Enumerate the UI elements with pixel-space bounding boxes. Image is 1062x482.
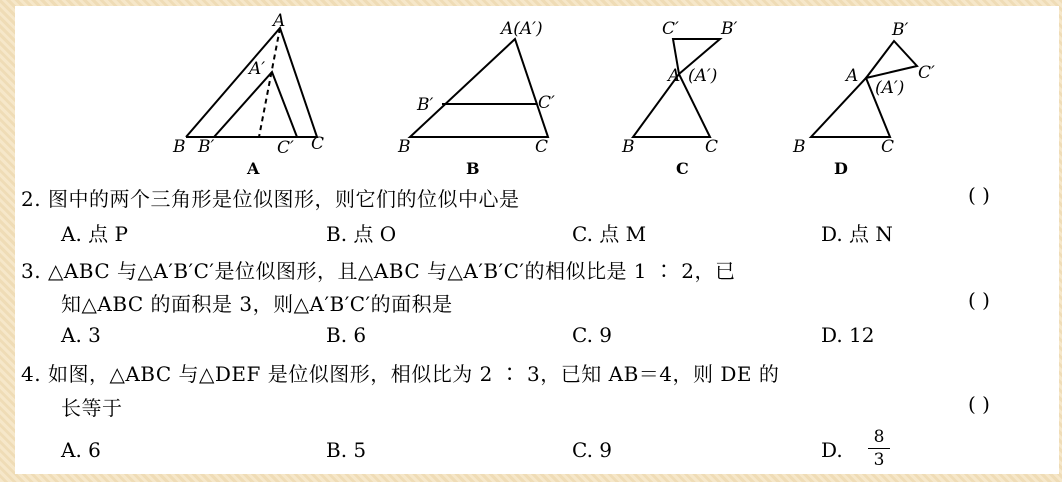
figure-c-label-a1: (A′) [688, 66, 718, 86]
figure-b-triangles [410, 39, 548, 137]
figure-c-triangles [633, 39, 720, 137]
question-4-option-c: C. 9 [572, 438, 613, 462]
question-3-text-line-2: 知△ABC 的面积是 3，则△A′B′C′的面积是 [61, 292, 453, 316]
figure-b-label-b1: B′ [417, 95, 434, 115]
figure-d-label-b: B [793, 137, 806, 157]
figure-d-label-a1: (A′) [875, 78, 905, 98]
figure-row [15, 6, 1059, 186]
fraction-denominator: 3 [873, 450, 885, 470]
question-2-answer-paren: ( ) [968, 183, 990, 207]
question-4-option-b: B. 5 [326, 438, 367, 462]
figure-d-label-c: C [881, 137, 895, 157]
figure-c-label-b: B [622, 137, 635, 157]
figure-a-triangle-small [214, 72, 297, 137]
figure-d-triangle-upper [866, 41, 917, 78]
figure-a-caption: A [247, 159, 260, 178]
question-2-text: 2. 图中的两个三角形是位似图形，则它们的位似中心是 [21, 187, 520, 211]
figure-a-label-a1: A′ [249, 59, 266, 79]
figure-b-triangle-large [410, 39, 548, 137]
figure-a-label-c: C [311, 134, 325, 154]
figure-a-triangles [186, 28, 317, 137]
figure-a-label-a: A [273, 11, 286, 31]
question-2-option-d: D. 点 N [821, 222, 893, 246]
figure-b-label-c1: C′ [538, 93, 555, 113]
question-4-option-d-fraction [868, 427, 890, 470]
question-3-text-line-1: 3. △ABC 与△A′B′C′是位似图形，且△ABC 与△A′B′C′的相似比是 1 ∶ 2，已 [21, 259, 736, 283]
question-4-answer-paren: ( ) [968, 392, 990, 416]
question-4-text-line-1: 4. 如图，△ABC 与△DEF 是位似图形，相似比为 2 ∶ 3，已知 AB＝4，则 DE 的 [21, 362, 780, 386]
figure-c-label-c: C [705, 137, 719, 157]
question-3-option-d: D. 12 [821, 323, 875, 347]
figure-b-label-b: B [398, 137, 411, 157]
figure-a-label-c1: C′ [277, 138, 294, 158]
worksheet [15, 6, 1059, 474]
question-4-text-line-2: 长等于 [61, 396, 123, 420]
fraction-numerator: 8 [873, 427, 885, 447]
figure-d-label-b1: B′ [892, 20, 909, 40]
figure-b-caption: B [466, 159, 480, 178]
question-4-option-a: A. 6 [61, 438, 101, 462]
figure-c-label-a: A [668, 66, 681, 86]
question-2-option-a: A. 点 P [61, 222, 128, 246]
question-4-option-d: D. [821, 438, 843, 462]
figure-b-label-a: A(A′) [501, 19, 543, 39]
figure-c-caption: C [676, 159, 689, 178]
question-3-answer-paren: ( ) [968, 288, 990, 312]
figure-d-caption: D [834, 159, 848, 178]
question-2-option-c: C. 点 M [572, 222, 647, 246]
figure-c-label-c1: C′ [662, 19, 679, 39]
figure-c-label-b1: B′ [721, 19, 738, 39]
figure-a-triangle-large [186, 28, 317, 137]
figure-a-label-b: B [173, 137, 186, 157]
figure-d-label-a: A [846, 66, 859, 86]
question-3-option-c: C. 9 [572, 323, 613, 347]
question-3-option-a: A. 3 [61, 323, 101, 347]
figure-b-label-c: C [535, 137, 549, 157]
question-2-option-b: B. 点 O [326, 222, 397, 246]
question-3-option-b: B. 6 [326, 323, 367, 347]
figure-d-label-c1: C′ [918, 63, 935, 83]
figure-a-label-b1: B′ [198, 137, 215, 157]
fraction-bar [868, 448, 890, 449]
